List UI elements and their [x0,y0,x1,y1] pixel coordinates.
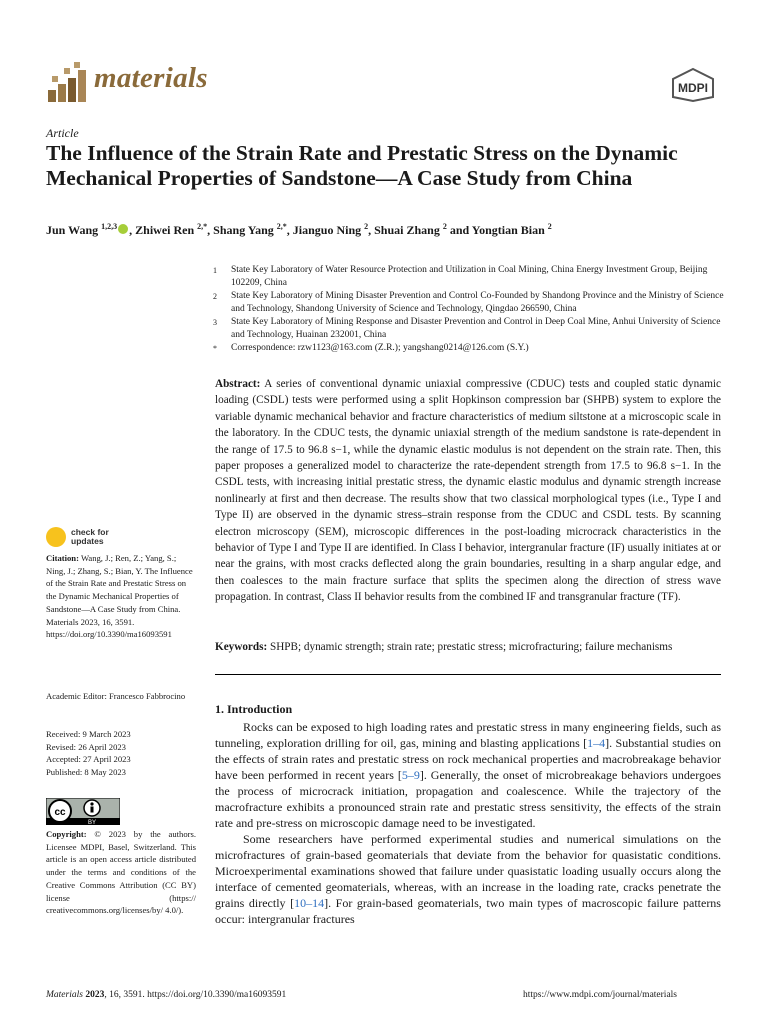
affiliation-number: 2 [213,292,217,301]
copyright-notice [46,828,196,917]
paragraph-text: ]. Generally, the onset of microbreakage behaviors undergoes the process of microcrack initiation, propagation and coalescence. While the trajectory of the macrofracture exhibits a pronounced strain rate and prestatic stress sensitivity, the effects of the strain rate and pre-stress on microscopic damage need to be investigated. [215,768,721,830]
introduction-heading: 1. Introduction [215,702,293,716]
copyright-label: Copyright: [46,829,87,839]
author-name: Shang Yang [213,223,274,237]
cc-by-license-icon[interactable] [46,798,120,825]
materials-logo-icon [46,60,88,104]
footer-journal-url[interactable]: https://www.mdpi.com/journal/materials [523,990,677,1000]
author-name: Yongtian Bian [471,223,545,237]
affiliation-number: * [213,344,217,353]
author-separator: , [129,223,136,237]
affiliation-text: State Key Laboratory of Water Resource Protection and Utilization in Coal Mining, China Energy Investment Group, Beijing 102209, China [231,265,708,288]
affiliation-item [213,290,725,316]
author-separator: , [207,223,214,237]
mdpi-logo-text: MDPI [678,81,708,95]
affiliation-text: State Key Laboratory of Mining Response and Disaster Prevention and Control in Deep Coal Mine, Anhui University of Science and Technology, Huainan 232001, China [231,317,721,340]
reference-link[interactable]: 1–4 [587,736,606,750]
paragraph-text: ]. For grain-based geomaterials, two main types of macroscopic failure patterns occur: intergranular fractures [215,896,721,926]
citation-text: Wang, J.; Ren, Z.; Yang, S.; Ning, J.; Zhang, S.; Bian, Y. The Influence of the Strain Rate and Prestatic Stress on the Dynamic Mechanical Properties of Sandstone—A Case Study from China. Materials 2023, 16, 3591. https://doi.org/10.3390/ma16093591 [46,553,193,640]
paper-title: The Influence of the Strain Rate and Prestatic Stress on the Dynamic Mechanical Properties of Sandstone—A Case Study from China [46,141,678,190]
citation-label: Citation: [46,553,79,563]
reference-link[interactable]: 10–14 [294,896,325,910]
author-affiliation-sup: 2,* [197,222,208,231]
author-name: Zhiwei Ren [135,223,195,237]
author-separator: and [446,223,472,237]
author-affiliation-sup: 2 [364,222,369,231]
publication-dates [46,728,196,779]
citation [46,552,196,641]
author-affiliation-sup: 2,* [276,222,287,231]
affiliation-item [213,316,725,342]
affiliation-number: 3 [213,318,217,327]
author-separator: , [368,223,375,237]
paragraph-text: Some researchers have performed experimental studies and numerical simulations on the microfractures of grain-based geomaterials that deviate from the behavior for quasistatic conditions. Microexperimental examinations showed that failure under quasistatic loading usually occurs along the interface of cemented geomaterials, whereas, with an increase in the loading rate, cracks penetrate the grains directly [ [215,832,721,910]
paragraph-text: ]. Substantial studies on the effects of strain rates and prestatic stress on rock mechanical properties and macrobreakage behavior have been performed in recent years [ [215,736,721,782]
affiliations [213,264,725,355]
keywords [215,641,721,653]
author-affiliation-sup: 1,2,3 [101,222,118,231]
journal-name: materials [94,62,208,94]
author-list [46,222,726,238]
keywords-label: Keywords: [215,641,268,653]
intro-paragraph-2 [215,831,721,927]
orcid-icon[interactable] [118,224,128,234]
author-separator: , [286,223,293,237]
mdpi-logo-icon [667,67,719,103]
footer-citation: Materials 2023, 16, 3591. https://doi.org/10.3390/ma16093591 [46,990,287,1000]
article-type: Article [46,126,79,140]
check-for-updates-button[interactable] [46,527,126,549]
svg-text:cc: cc [54,807,66,818]
author-affiliation-sup: 2 [442,222,447,231]
date-published: Published: 8 May 2023 [46,767,126,778]
author-name: Shuai Zhang [374,223,440,237]
cc-by-text: BY [87,820,97,825]
affiliation-item [213,342,725,355]
affiliation-text: State Key Laboratory of Mining Disaster Prevention and Control Co-Founded by Shandong Province and the Ministry of Science and Technology, Shandong University of Science and Technology, Qingdao 266590, China [231,291,724,314]
affiliation-text: Correspondence: rzw1123@163.com (Z.R.); yangshang0214@126.com (S.Y.) [231,343,529,353]
date-accepted: Accepted: 27 April 2023 [46,754,131,765]
intro-paragraph-1 [215,719,721,831]
reference-link[interactable]: 5–9 [401,768,420,782]
academic-editor: Academic Editor: Francesco Fabbrocino [46,691,186,701]
author-name: Jun Wang [46,223,99,237]
abstract-label: Abstract: [215,378,261,390]
introduction-body [215,719,721,927]
date-received: Received: 9 March 2023 [46,729,131,739]
date-revised: Revised: 26 April 2023 [46,741,126,752]
paragraph-text: Rocks can be exposed to high loading rates and prestatic stress in many engineering fields, such as tunneling, exploration drilling for oil, gas, mining and blasting applications [ [215,720,721,750]
keywords-text: SHPB; dynamic strength; strain rate; prestatic stress; microfracturing; failure mechanisms [270,641,673,653]
author-affiliation-sup: 2 [547,222,552,231]
abstract [215,376,721,606]
check-updates-label: check for updates [71,527,109,546]
author-name: Jianguo Ning [292,223,362,237]
copyright-text: © 2023 by the authors. Licensee MDPI, Basel, Switzerland. This article is an open access article distributed under the terms and conditions of the Creative Commons Attribution (CC BY) license (https:// creativecommons.org/licenses/by/ 4.0/). [46,829,196,916]
check-updates-icon [46,527,66,547]
abstract-text: A series of conventional dynamic uniaxial compressive (CDUC) tests and coupled static dynamic loading (CSDL) tests were performed using a split Hopkinson compression bar (SHPB) system to explore the variable dynamic mechanical behavior and fracture characteristics of medium siltstone at a microscopic scale in the laboratory. In the CDUC tests, the dynamic uniaxial strength of the medium sandstone is rate-dependent in the range of 17.5 to 96.8 s−1, while the dynamic elastic modulus is not dependent on the strain rate. Then, this paper proposes a generalized model to characterize the rate-dependent strength from 17.5 to 96.8 s−1. In the CSDL tests, with increasing initial prestatic stress, the dynamic elastic modulus and dynamic strength increase nonlinearly at first and then decrease. The results show that two classical morphological types (i.e., Type I and Type II) are observed in the dynamic stress–strain response from the CDUC and CSDL tests. By scanning electron microscopy (SEM), microscopic differences in the post-loading microcrack characteristics in the behavior of Type I and Type II are identified. In Class I behavior, intergranular fracture (IF) usually initiates at or near the grains, with most cracks deflected along the grain boundaries, resulting in a sharp angular edge, and then coalesces to the main fracture surface that splits the specimen along the direction of stress wave propagation. In contrast, Class II behavior results from the combined IF and transgranular fracture (TF). [215,378,721,604]
affiliation-number: 1 [213,266,217,275]
affiliation-item [213,264,725,290]
section-divider [215,674,721,675]
